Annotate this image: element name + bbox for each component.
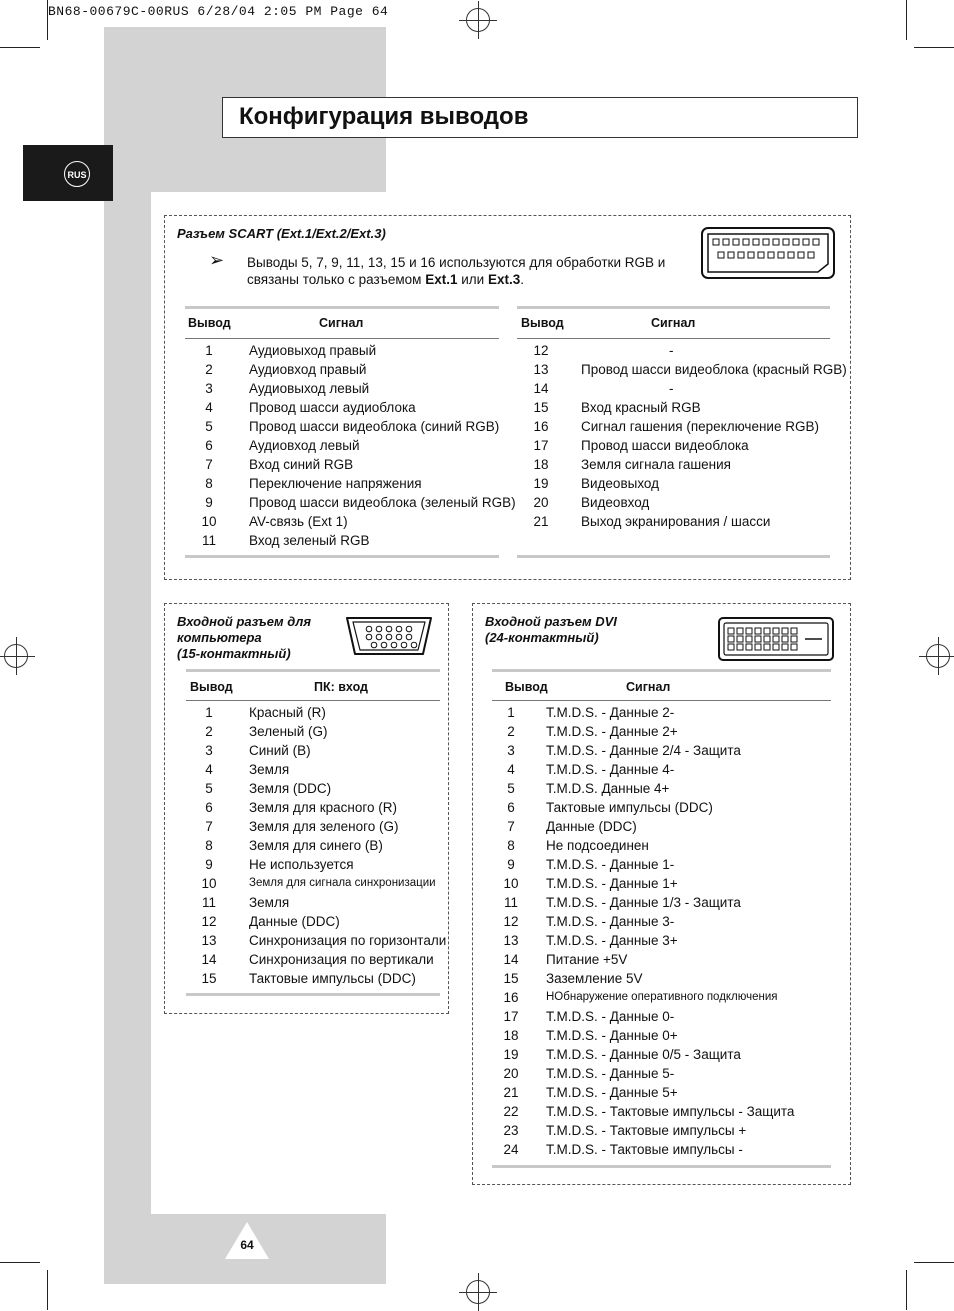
dvi-title xyxy=(485,614,617,646)
pin-signal: T.M.D.S. Данные 4+ xyxy=(546,781,670,796)
pin-signal: Зеленый (G) xyxy=(249,724,328,739)
pin-signal: Переключение напряжения xyxy=(249,476,422,491)
pin-signal: Аудиовыход правый xyxy=(249,343,377,358)
scart-left-col-pin: Вывод xyxy=(188,316,231,330)
scart-left-header-rule xyxy=(185,338,499,339)
pin-number: 6 xyxy=(205,800,213,815)
pin-number: 7 xyxy=(507,819,515,834)
pin-number: 19 xyxy=(503,1047,519,1062)
dvi-title-line2: (24-контактный) xyxy=(485,630,599,645)
pin-signal: Провод шасси аудиоблока xyxy=(249,400,416,415)
registration-mark-left xyxy=(4,644,28,668)
pin-signal: T.M.D.S. - Данные 2+ xyxy=(546,724,678,739)
pin-number: 15 xyxy=(533,400,549,415)
pin-signal: T.M.D.S. - Тактовые импульсы - Защита xyxy=(546,1104,795,1119)
pin-signal: Сигнал гашения (переключение RGB) xyxy=(581,419,819,434)
pin-number: 14 xyxy=(201,952,217,967)
pc-title-line1: Входной разъем для xyxy=(177,614,312,629)
pin-number: 4 xyxy=(507,762,515,777)
pin-signal: Синхронизация по вертикали xyxy=(249,952,434,967)
pin-signal: Вход синий RGB xyxy=(249,457,354,472)
scart-right-header-rule xyxy=(517,338,830,339)
pin-number: 6 xyxy=(507,800,515,815)
scart-left-col-signal: Сигнал xyxy=(319,316,364,330)
arrow-bullet-icon: ➢ xyxy=(209,250,225,270)
pin-signal: T.M.D.S. - Данные 0/5 - Защита xyxy=(546,1047,741,1062)
pin-signal: Земля для синего (B) xyxy=(249,838,383,853)
pin-number: 2 xyxy=(205,724,213,739)
dvi-top-rule xyxy=(492,669,831,672)
pin-number: 10 xyxy=(503,876,519,891)
scart-note-ext3: Ext.3 xyxy=(487,272,521,287)
pin-signal: T.M.D.S. - Данные 1/3 - Защита xyxy=(546,895,741,910)
pin-number: 22 xyxy=(503,1104,519,1119)
pin-signal: Не подсоединен xyxy=(546,838,649,853)
pin-number: 13 xyxy=(503,933,519,948)
dvi-header-rule xyxy=(492,700,831,701)
pin-number: 3 xyxy=(507,743,515,758)
pin-number: 13 xyxy=(533,362,549,377)
pc-col-signal: ПК: вход xyxy=(314,680,368,694)
pin-signal: T.M.D.S. - Данные 2- xyxy=(546,705,675,720)
pin-number: 12 xyxy=(533,343,549,358)
pin-number: 15 xyxy=(201,971,217,986)
pin-signal: T.M.D.S. - Данные 0- xyxy=(546,1009,675,1024)
pin-number: 16 xyxy=(503,990,519,1005)
pin-signal: Данные (DDC) xyxy=(249,914,340,929)
pin-number: 4 xyxy=(205,762,213,777)
pin-number: 6 xyxy=(205,438,213,453)
pin-signal: Земля xyxy=(249,762,290,777)
pin-signal: Тактовые импульсы (DDC) xyxy=(249,971,416,986)
pin-number: 11 xyxy=(201,895,216,910)
pin-number: 16 xyxy=(533,419,549,434)
pin-signal: Вход зеленый RGB xyxy=(249,533,370,548)
scart-note-line2: связаны только с разъемом xyxy=(247,272,426,287)
pin-signal: Не используется xyxy=(249,857,354,872)
pin-signal: T.M.D.S. - Данные 2/4 - Защита xyxy=(546,743,741,758)
pin-signal: Земля (DDC) xyxy=(249,781,332,796)
pin-number: 19 xyxy=(533,476,549,491)
pin-signal: Аудиовход правый xyxy=(249,362,367,377)
pin-signal: T.M.D.S. - Тактовые импульсы - xyxy=(546,1142,743,1157)
dvi-title-line1: Входной разъем DVI xyxy=(485,614,617,629)
pc-bottom-rule xyxy=(186,993,440,996)
pin-number: 12 xyxy=(201,914,217,929)
pc-col-pin: Вывод xyxy=(190,680,233,694)
pin-signal: Видеовыход xyxy=(581,476,660,491)
pin-number: 18 xyxy=(503,1028,519,1043)
pin-signal: T.M.D.S. - Данные 5+ xyxy=(546,1085,678,1100)
pin-signal: AV-связь (Ext 1) xyxy=(249,514,348,529)
print-header: BN68-00679C-00RUS 6/28/04 2:05 PM Page 64 xyxy=(48,4,389,19)
pin-number: 14 xyxy=(533,381,549,396)
pin-signal: Провод шасси видеоблока (зеленый RGB) xyxy=(249,495,516,510)
pin-number: 4 xyxy=(205,400,213,415)
pin-signal: Заземление 5V xyxy=(546,971,643,986)
pin-signal: Провод шасси видеоблока (красный RGB) xyxy=(581,362,847,377)
pin-signal: НОбнаружение оперативного подключения xyxy=(546,991,778,1003)
pin-number: 7 xyxy=(205,819,213,834)
pin-signal: - xyxy=(669,381,674,396)
pin-signal: Синий (B) xyxy=(249,743,311,758)
pin-number: 24 xyxy=(503,1142,519,1157)
dvi-bottom-rule xyxy=(492,1165,831,1168)
scart-title: Разъем SCART (Ext.1/Ext.2/Ext.3) xyxy=(177,226,386,241)
pin-signal: T.M.D.S. - Данные 1+ xyxy=(546,876,678,891)
scart-right-col-pin: Вывод xyxy=(521,316,564,330)
scart-note xyxy=(247,254,665,288)
pin-number: 14 xyxy=(503,952,519,967)
page-number: 64 xyxy=(240,1238,254,1252)
pin-number: 17 xyxy=(533,438,549,453)
pin-signal: Земля сигнала гашения xyxy=(581,457,731,472)
pin-signal: Данные (DDC) xyxy=(546,819,637,834)
pin-number: 23 xyxy=(503,1123,519,1138)
scart-connector-icon xyxy=(701,227,835,279)
pin-signal: T.M.D.S. - Данные 0+ xyxy=(546,1028,678,1043)
pin-signal: Выход экранирования / шасси xyxy=(581,514,771,529)
pin-number: 2 xyxy=(507,724,515,739)
pin-number: 13 xyxy=(201,933,217,948)
pin-signal: Питание +5V xyxy=(546,952,628,967)
pc-title-line2: компьютера xyxy=(177,630,262,645)
pin-signal: T.M.D.S. - Данные 3- xyxy=(546,914,675,929)
pin-signal: Земля для зеленого (G) xyxy=(249,819,399,834)
scart-note-line1: Выводы 5, 7, 9, 11, 13, 15 и 16 используются для обработки RGB и xyxy=(247,255,666,270)
pin-signal: T.M.D.S. - Данные 3+ xyxy=(546,933,678,948)
pin-number: 21 xyxy=(533,514,549,529)
pin-signal: T.M.D.S. - Данные 4- xyxy=(546,762,675,777)
pin-number: 11 xyxy=(503,895,518,910)
pin-number: 9 xyxy=(205,495,213,510)
pin-signal: Тактовые импульсы (DDC) xyxy=(546,800,713,815)
pin-signal: Провод шасси видеоблока (синий RGB) xyxy=(249,419,500,434)
pin-number: 12 xyxy=(503,914,519,929)
pin-number: 8 xyxy=(205,476,213,491)
pin-number: 11 xyxy=(201,533,216,548)
scart-note-ext1: Ext.1 xyxy=(425,272,458,287)
pin-number: 20 xyxy=(533,495,549,510)
pin-number: 5 xyxy=(205,781,213,796)
pin-number: 10 xyxy=(201,514,217,529)
pin-number: 3 xyxy=(205,743,213,758)
pin-number: 21 xyxy=(503,1085,519,1100)
pin-signal: - xyxy=(669,343,674,358)
dvi-col-pin: Вывод xyxy=(505,680,548,694)
registration-mark-bottom xyxy=(466,1280,490,1304)
pin-signal: Земля xyxy=(249,895,290,910)
pin-signal: Синхронизация по горизонтали xyxy=(249,933,447,948)
pin-number: 9 xyxy=(205,857,213,872)
pin-number: 1 xyxy=(205,705,213,720)
scart-note-or: или xyxy=(457,272,488,287)
pin-number: 1 xyxy=(205,343,213,358)
scart-right-bottom-rule xyxy=(517,555,830,558)
pin-number: 7 xyxy=(205,457,213,472)
pin-signal: Аудиовход левый xyxy=(249,438,360,453)
pin-number: 1 xyxy=(507,705,515,720)
scart-right-top-rule xyxy=(517,306,830,309)
registration-mark-top xyxy=(466,8,490,32)
pc-top-rule xyxy=(186,669,440,672)
pin-number: 8 xyxy=(205,838,213,853)
pin-signal: Красный (R) xyxy=(249,705,326,720)
scart-note-end: . xyxy=(520,272,524,287)
pin-signal: Земля для красного (R) xyxy=(249,800,397,815)
pc-title-line3: (15-контактный) xyxy=(177,646,291,661)
pin-number: 5 xyxy=(205,419,213,434)
pin-signal: T.M.D.S. - Данные 5- xyxy=(546,1066,675,1081)
language-tab xyxy=(23,145,113,201)
scart-panel xyxy=(164,215,851,580)
page-title: Конфигурация выводов xyxy=(222,97,858,138)
registration-mark-right xyxy=(926,644,950,668)
pin-number: 15 xyxy=(503,971,519,986)
dvi-connector-icon xyxy=(718,617,834,661)
language-badge: RUS xyxy=(64,161,90,187)
dvi-panel xyxy=(472,603,851,1185)
dvi-col-signal: Сигнал xyxy=(626,680,671,694)
pc-header-rule xyxy=(186,700,440,701)
pin-number: 18 xyxy=(533,457,549,472)
grey-band-side xyxy=(104,192,151,1284)
scart-left-bottom-rule xyxy=(185,555,499,558)
pin-signal: Земля для сигнала синхронизации xyxy=(249,877,436,889)
vga-connector-icon xyxy=(343,614,435,658)
pin-signal: Аудиовыход левый xyxy=(249,381,370,396)
pin-signal: T.M.D.S. - Тактовые импульсы + xyxy=(546,1123,747,1138)
pc-title xyxy=(177,614,311,662)
pin-number: 10 xyxy=(201,876,217,891)
scart-right-col-signal: Сигнал xyxy=(651,316,696,330)
pin-number: 3 xyxy=(205,381,213,396)
pin-signal: Провод шасси видеоблока xyxy=(581,438,749,453)
pc-panel xyxy=(164,603,449,1014)
pin-signal: Вход красный RGB xyxy=(581,400,701,415)
pin-number: 17 xyxy=(503,1009,519,1024)
pin-signal: Видеовход xyxy=(581,495,650,510)
pin-number: 9 xyxy=(507,857,515,872)
scart-left-top-rule xyxy=(185,306,499,309)
pin-signal: T.M.D.S. - Данные 1- xyxy=(546,857,675,872)
pin-number: 8 xyxy=(507,838,515,853)
pin-number: 2 xyxy=(205,362,213,377)
pin-number: 20 xyxy=(503,1066,519,1081)
pin-number: 5 xyxy=(507,781,515,796)
